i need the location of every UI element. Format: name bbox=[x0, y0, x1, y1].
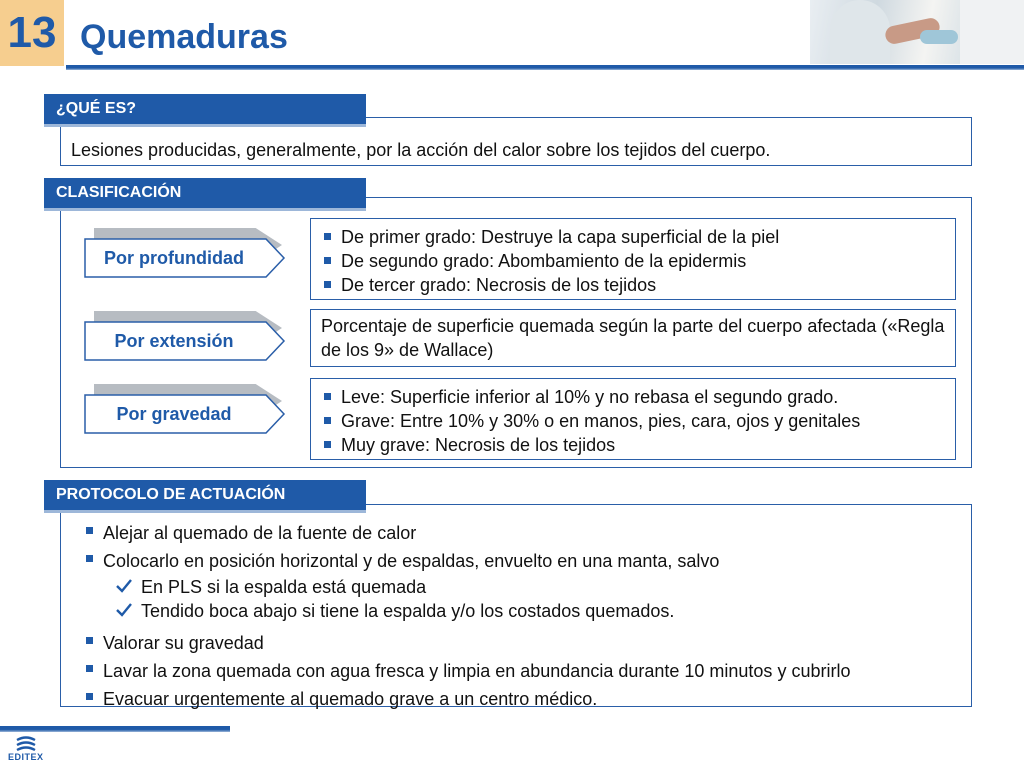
header-divider bbox=[66, 65, 1024, 70]
list-item: Leve: Superficie inferior al 10% y no rebasa el segundo grado. bbox=[321, 385, 945, 409]
gravedad-box bbox=[310, 378, 956, 460]
profundidad-arrow bbox=[84, 238, 286, 278]
check-icon bbox=[115, 577, 133, 595]
list-item: En PLS si la espalda está quemada bbox=[113, 575, 963, 599]
profundidad-box bbox=[310, 218, 956, 300]
list-item: De tercer grado: Necrosis de los tejidos bbox=[321, 273, 945, 297]
list-item: Evacuar urgentemente al quemado grave a un centro médico. bbox=[83, 685, 963, 713]
protocolo-sublist bbox=[113, 575, 963, 623]
protocolo-list-after bbox=[83, 629, 963, 713]
page-title: Quemaduras bbox=[80, 18, 288, 56]
profundidad-list bbox=[321, 225, 945, 297]
profundidad-label: Por profundidad bbox=[104, 248, 244, 268]
list-item: De segundo grado: Abombamiento de la epidermis bbox=[321, 249, 945, 273]
protocolo-list bbox=[83, 519, 963, 575]
protocolo-panel bbox=[60, 504, 972, 707]
list-item: De primer grado: Destruye la capa superficial de la piel bbox=[321, 225, 945, 249]
chapter-number: 13 bbox=[0, 0, 64, 66]
list-item: Grave: Entre 10% y 30% o en manos, pies, cara, ojos y genitales bbox=[321, 409, 945, 433]
list-item: Tendido boca abajo si tiene la espalda y/o los costados quemados. bbox=[113, 599, 963, 623]
gravedad-list bbox=[321, 385, 945, 457]
gravedad-arrow bbox=[84, 394, 286, 434]
clasificacion-heading: CLASIFICACIÓN bbox=[44, 178, 366, 208]
editex-logo bbox=[14, 736, 38, 752]
list-item: Colocarlo en posición horizontal y de espaldas, envuelto en una manta, salvo bbox=[83, 547, 963, 575]
editex-logo-icon bbox=[14, 736, 38, 752]
extension-arrow bbox=[84, 321, 286, 361]
extension-text: Porcentaje de superficie quemada según la parte del cuerpo afectada («Regla de los 9» de Wallace) bbox=[321, 316, 945, 360]
header-photo bbox=[810, 0, 1024, 64]
que-es-text: Lesiones producidas, generalmente, por la acción del calor sobre los tejidos del cuerpo. bbox=[71, 140, 771, 160]
protocolo-content bbox=[83, 519, 963, 713]
list-item: Lavar la zona quemada con agua fresca y limpia en abundancia durante 10 minutos y cubrirlo bbox=[83, 657, 963, 685]
extension-label: Por extensión bbox=[114, 331, 234, 351]
check-icon bbox=[115, 601, 133, 619]
que-es-heading: ¿QUÉ ES? bbox=[44, 94, 366, 124]
editex-logo-text: EDITEX bbox=[8, 752, 44, 762]
footer-divider bbox=[0, 726, 230, 732]
list-item: Valorar su gravedad bbox=[83, 629, 963, 657]
gravedad-label: Por gravedad bbox=[116, 404, 232, 424]
list-item: Alejar al quemado de la fuente de calor bbox=[83, 519, 963, 547]
list-item: Muy grave: Necrosis de los tejidos bbox=[321, 433, 945, 457]
protocolo-heading: PROTOCOLO DE ACTUACIÓN bbox=[44, 480, 366, 510]
extension-box bbox=[310, 309, 956, 367]
